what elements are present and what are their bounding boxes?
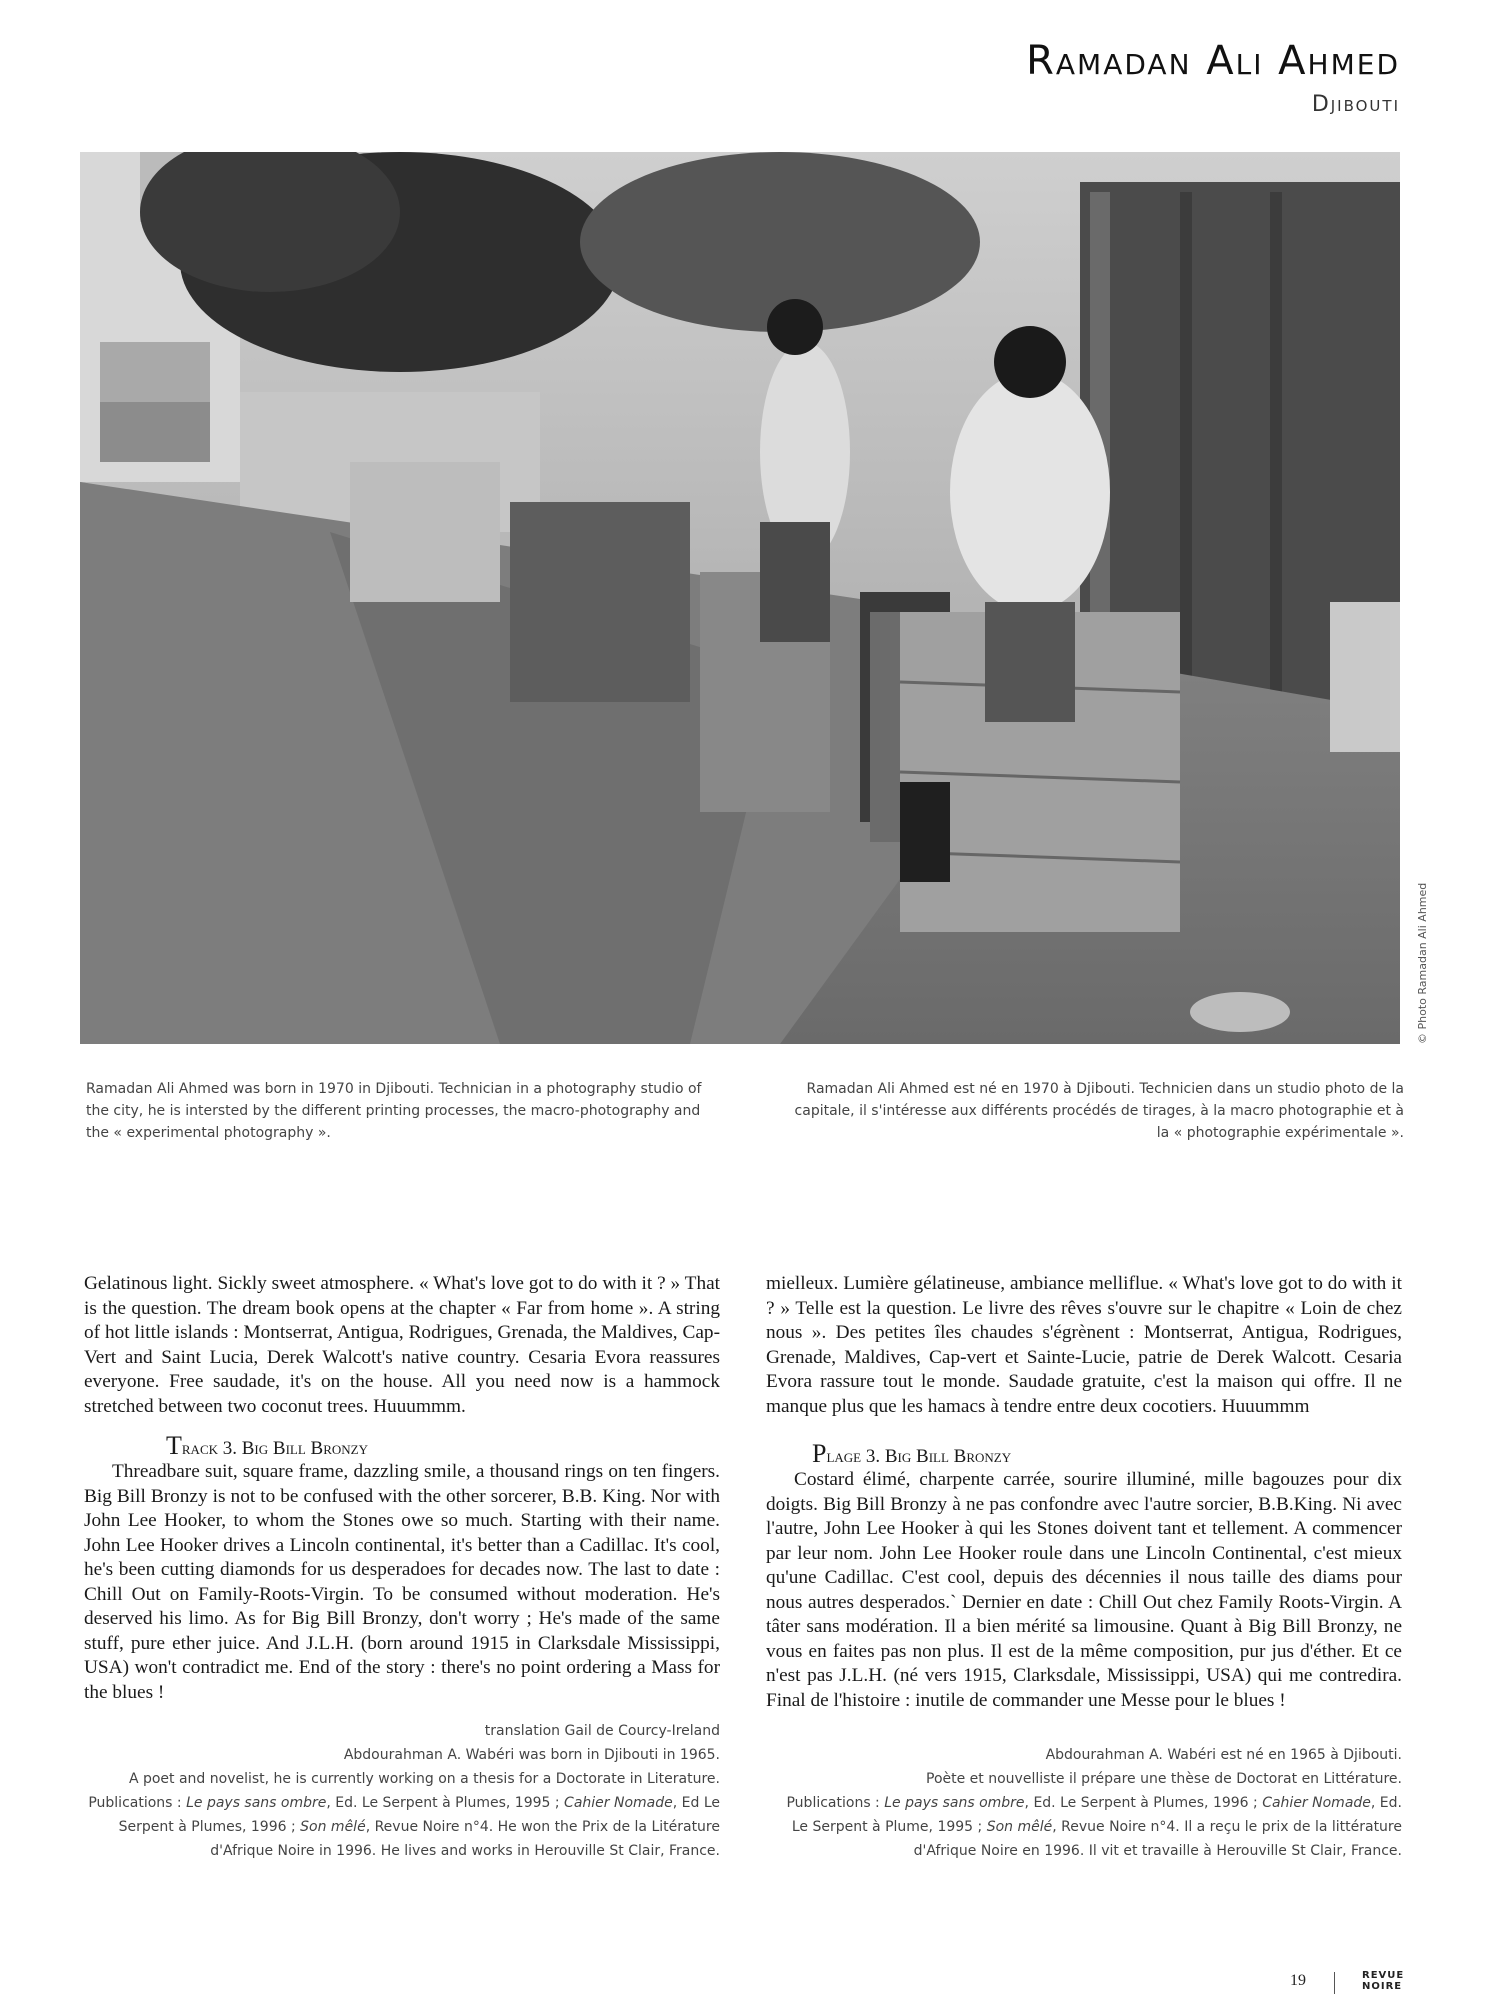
logo-line-1: REVUE [1362, 1970, 1405, 1981]
english-credits [84, 1719, 720, 1863]
artist-name: Ramadan Ali Ahmed [1026, 38, 1400, 84]
french-track-heading [766, 1439, 1402, 1468]
english-intro: Gelatinous light. Sickly sweet atmosphere. « What's love got to do with it ? » That is the question. The dream book opens at the chapter « Far from home ». A string of hot little islands : Montserrat, Antigua, Rodrigues, Grenada, the Maldives, Cap-Vert and Saint Lucia, Derek Walcott's native country. Cesaria Evora reassures everyone. Free saudade, it's on the house. All you need now is a hammock stretched between two coconut trees. Huuummm. [84, 1273, 720, 1417]
english-pub-2-rest: , Ed Le Serpent à Plumes, 1996 ; [118, 1795, 720, 1835]
french-intro: mielleux. Lumière gélatineuse, ambiance melliflue. « What's love got to do with it ? » Telle est la question. Le livre des rêves s'ouvre sur le chapitre « Loin de chez nous ». Des petites îles chaudes s'égrènent : Montserrat, Antigua, Rodrigues, Grenade, Maldives, Cap-vert et Sainte-Lucie, patrie de Derek Walcott. Cesaria Evora rassure tout le monde. Saudade gratuite, c'est la maison qui offre. Il ne manque plus que les hamacs à tendre entre deux cocotiers. Huuummm [766, 1273, 1402, 1417]
french-track-heading-text: lage 3. Big Bill Bronzy [826, 1446, 1012, 1467]
artist-country: Djibouti [1311, 92, 1400, 117]
photo-illustration [80, 152, 1400, 1044]
english-pub-3-rest: , Revue Noire n°4. He won the Prix de la Litérature d'Afrique Noire in 1996. He lives and works in Herouville St Clair, France. [210, 1819, 720, 1859]
logo-line-2: NOIRE [1362, 1981, 1403, 1992]
english-pub-1-rest: , Ed. Le Serpent à Plumes, 1995 ; [326, 1795, 565, 1811]
caption-french: Ramadan Ali Ahmed est né en 1970 à Djibouti. Technicien dans un studio photo de la capitale, il s'intéresse aux différents procédés de tirages, à la macro photographie et à la « photographie expérimentale ». [794, 1081, 1404, 1141]
english-publications [84, 1791, 720, 1863]
photo-credit: © Photo Ramadan Ali Ahmed [1416, 882, 1429, 1044]
footer-divider [1334, 1972, 1335, 1994]
english-track-heading [84, 1431, 720, 1460]
french-pub-3-title: Son mêlé [986, 1819, 1053, 1835]
french-bio-line: Abdourahman A. Wabéri est né en 1965 à Djibouti. [1045, 1747, 1402, 1763]
english-bio-line: Abdourahman A. Wabéri was born in Djibouti in 1965. [343, 1747, 720, 1763]
french-track-text: Costard élimé, charpente carrée, sourire illuminé, mille bagouzes pour dix doigts. Big Bill Bronzy à ne pas confondre avec l'autre sorcier, B.B.King. Ni avec l'autre, John Lee Hooker à qui les Stones doivent tant et tellement. A commencer par leur nom. John Lee Hooker roule dans une Lincoln Continental, c'est mieux qu'une Cadillac. C'est cool, depuis des décennies il nous taille des diams pour nous autres desperados.` Dernier en date : Chill Out chez Family Roots-Virgin. A tâter sans modération. Il a bien mérité sa limousine. Quant à Big Bill Bronzy, ne vous en faites pas non plus. Il est de la même composition, pur jus d'éther. Et ce n'est pas J.L.H. (né vers 1915, Clarksdale, Mississippi, USA) qui me contredira. Final de l'histoire : inutile de commander une Messe pour le blues ! [766, 1469, 1402, 1711]
english-pub-3-title: Son mêlé [300, 1819, 366, 1835]
english-track-heading-initial: T [166, 1431, 182, 1460]
caption-english: Ramadan Ali Ahmed was born in 1970 in Djibouti. Technician in a photography studio of the city, he is intersted by the different printing processes, the macro-photography and the « experimental photography ». [86, 1081, 702, 1141]
english-bio-text: A poet and novelist, he is currently working on a thesis for a Doctorate in Literature. [128, 1771, 720, 1787]
french-pub-3-rest: , Revue Noire n°4. Il a reçu le prix de la littérature d'Afrique Noire en 1996. Il vit et travaille à Herouville St Clair, France. [913, 1819, 1402, 1859]
english-pub-1-title: Le pays sans ombre [186, 1795, 327, 1811]
english-track-heading-text: rack 3. Big Bill Bronzy [181, 1438, 368, 1459]
french-pub-label: Publications : [786, 1795, 885, 1811]
french-publications [766, 1791, 1402, 1863]
english-column [84, 1272, 720, 1863]
page-number: 19 [1290, 1972, 1306, 1989]
french-column [766, 1272, 1402, 1863]
english-pub-label: Publications : [88, 1795, 187, 1811]
revue-noire-logo [1362, 1970, 1404, 1992]
street-photograph [80, 152, 1400, 1044]
english-track-text: Threadbare suit, square frame, dazzling smile, a thousand rings on ten fingers. Big Bill Bronzy is not to be confused with the other sorcerer, B.B. King. Nor with John Lee Hooker, to whom the Stones owe so much. Starting with their name. John Lee Hooker drives a Lincoln continental, it's better than a Cadillac. It's cool, he's been cutting diamonds for us desperadoes for decades now. The last to date : Chill Out on Family-Roots-Virgin. To be consumed without moderation. He's deserved his limo. As for Big Bill Bronzy, don't worry ; He's made of the same stuff, pure ether juice. And J.L.H. (born around 1915 in Clarksdale Mississippi, USA) won't contradict me. End of the story : there's no point ordering a Mass for the blues ! [84, 1461, 720, 1703]
french-pub-2-title: Cahier Nomade [1262, 1795, 1371, 1811]
french-bio-text: Poète et nouvelliste il prépare une thèse de Doctorat en Littérature. [926, 1771, 1402, 1787]
english-translation-credit: translation Gail de Courcy-Ireland [484, 1723, 720, 1739]
english-pub-2-title: Cahier Nomade [564, 1795, 673, 1811]
french-credits [766, 1743, 1402, 1863]
french-pub-2-rest: , Ed. Le Serpent à Plume, 1995 ; [791, 1795, 1402, 1835]
french-pub-1-rest: , Ed. Le Serpent à Plumes, 1996 ; [1024, 1795, 1263, 1811]
french-track-heading-initial: P [812, 1439, 827, 1468]
french-pub-1-title: Le pays sans ombre [884, 1795, 1025, 1811]
